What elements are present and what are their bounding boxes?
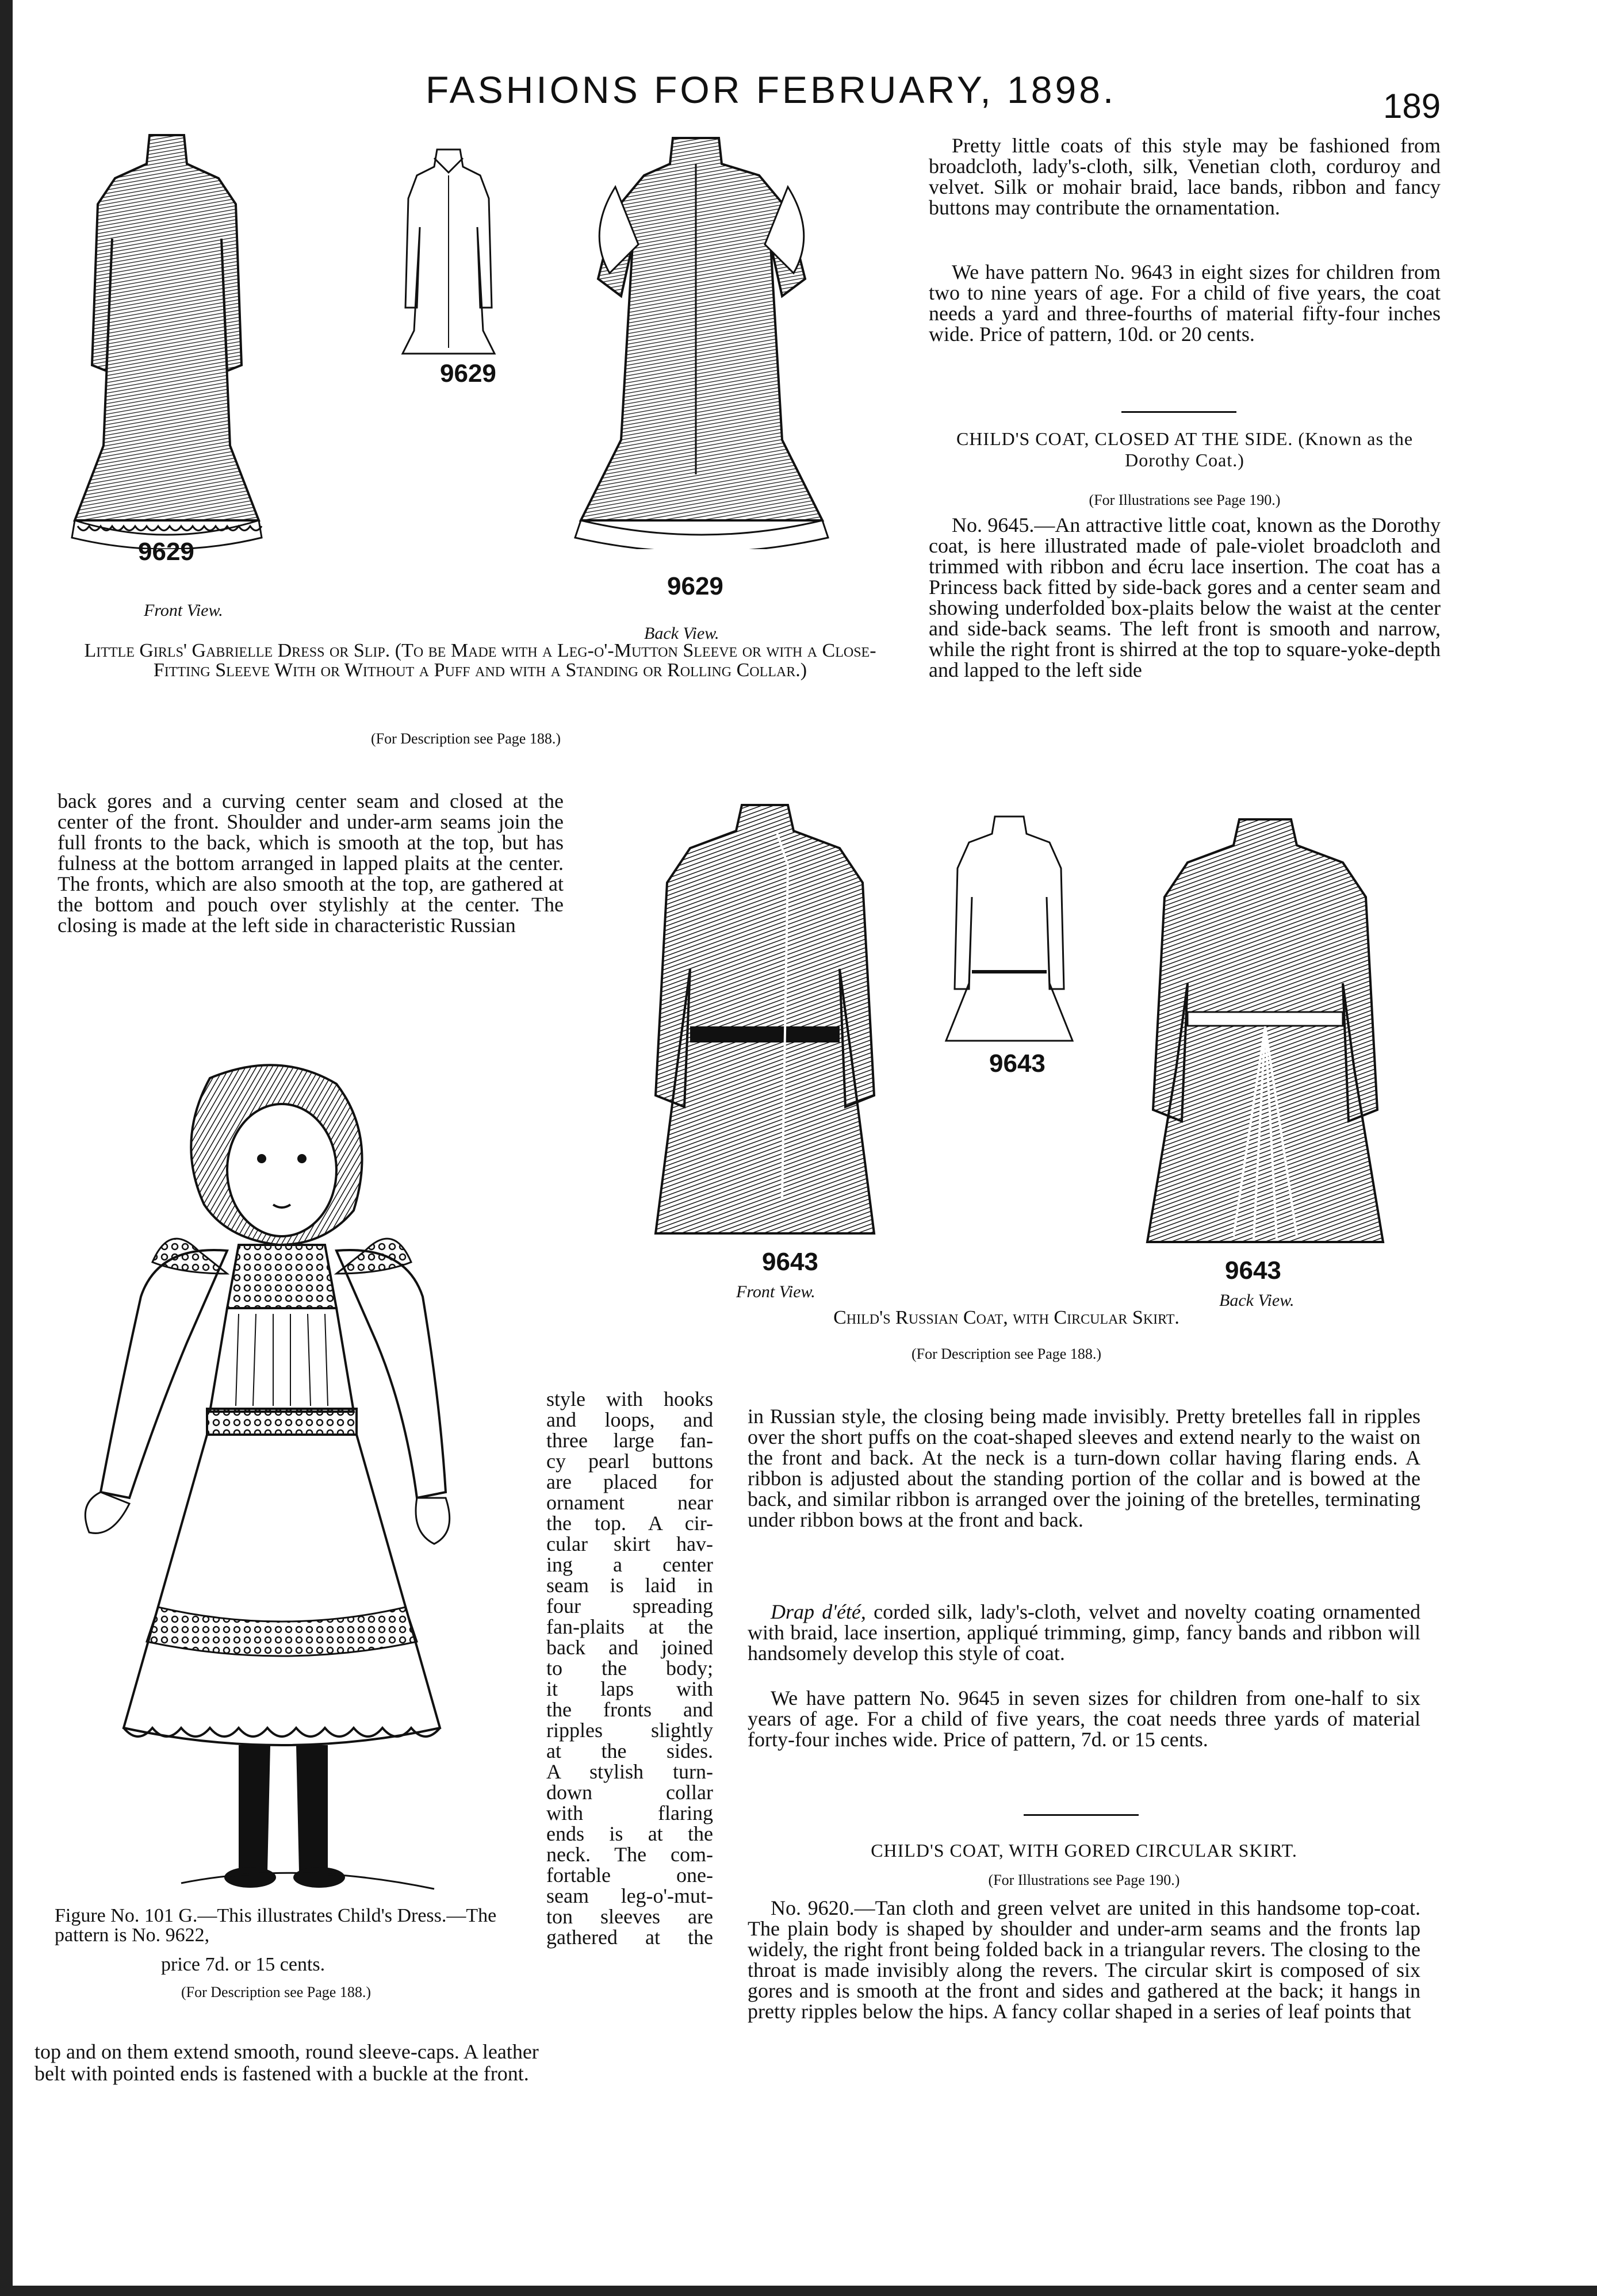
narrow-column-line: to the body; bbox=[546, 1657, 713, 1680]
scan-bottom-edge bbox=[0, 2286, 1597, 2296]
narrow-column-line: and loops, and bbox=[546, 1408, 713, 1431]
gabrielle-dress-caption: Little Girls' Gabrielle Dress or Slip. (To be Made with a Leg-o'-Mutton Sleeve or with a Close-Fitting Sleeve With or Without a Puff and with a Standing or Rolling Collar.) bbox=[84, 640, 876, 681]
materials-paragraph bbox=[748, 1601, 1420, 1663]
coat-number-front: 9643 bbox=[762, 1248, 818, 1276]
page-title: FASHIONS FOR FEBRUARY, 1898. bbox=[426, 68, 1117, 111]
girl-dress-illustration bbox=[66, 1055, 492, 1895]
narrow-column-line: style with hooks bbox=[546, 1387, 713, 1410]
narrow-column-line: cular skirt hav- bbox=[546, 1532, 713, 1555]
materials-text: corded silk, lady's-cloth, velvet and novelty coating ornamented with braid, lace insertion, appliqué trimming, gimp, fancy bands and ribbon will handsomely develop this style of coat. bbox=[748, 1600, 1420, 1665]
gabrielle-desc-ref: (For Description see Page 188.) bbox=[371, 730, 561, 747]
narrow-column-line: cy pearl buttons bbox=[546, 1450, 713, 1473]
narrow-column-line: fortable one- bbox=[546, 1864, 713, 1887]
narrow-column bbox=[546, 1389, 713, 1948]
pattern-9643-paragraph: We have pattern No. 9643 in eight sizes for children from two to nine years of age. For a child of five years, the coat needs a yard and three-fourths of material fifty-four inches wide. Price of pattern, 10d. or 20 cents. bbox=[929, 260, 1441, 346]
pattern-number-back: 9629 bbox=[667, 572, 723, 600]
narrow-column-line: with flaring bbox=[546, 1801, 713, 1824]
dress-back-illustration bbox=[552, 129, 851, 549]
front-view-label: Front View. bbox=[144, 601, 223, 620]
coat-back-view-label: Back View. bbox=[1219, 1291, 1295, 1310]
page-number: 189 bbox=[1383, 87, 1441, 125]
narrow-column-line: seam leg-o'-mut- bbox=[546, 1884, 713, 1907]
narrow-column-line: the top. A cir- bbox=[546, 1512, 713, 1535]
gored-illus-ref: (For Illustrations see Page 190.) bbox=[988, 1872, 1180, 1888]
pattern-number-small: 9629 bbox=[440, 359, 496, 388]
narrow-column-line: fan-plaits at the bbox=[546, 1615, 713, 1638]
narrow-column-line: at the sides. bbox=[546, 1739, 713, 1762]
coat-small-illustration bbox=[940, 811, 1078, 1052]
russian-coat-paragraph-right: in Russian style, the closing being made invisibly. Pretty bretelles fall in ripples over the short puffs on the coat-shaped sleeves and extend nearly to the waist on the front and back. At the neck is a turn-down collar having flaring ends. A ribbon is adjusted about the standing portion of the collar and is bowed at the back, and similar ribbon is arranged over the joining of the bretelles, terminating under ribbon bows at the front and back. bbox=[748, 1405, 1420, 1531]
scan-left-edge bbox=[0, 0, 13, 2296]
coat-front-illustration bbox=[633, 796, 897, 1245]
narrow-column-line: seam is laid in bbox=[546, 1574, 713, 1597]
back-view-label: Back View. bbox=[644, 624, 719, 643]
figure-101g-price: price 7d. or 15 cents. bbox=[161, 1954, 325, 1975]
narrow-column-line: the fronts and bbox=[546, 1698, 713, 1721]
coat-number-small: 9643 bbox=[989, 1049, 1045, 1078]
drap-dete-text: Drap d'été, bbox=[771, 1600, 866, 1623]
section-divider bbox=[1121, 411, 1236, 413]
gored-coat-heading: CHILD'S COAT, WITH GORED CIRCULAR SKIRT. bbox=[871, 1840, 1297, 1861]
narrow-column-line: ripples slightly bbox=[546, 1719, 713, 1742]
narrow-column-line: four spreading bbox=[546, 1594, 713, 1617]
russian-coat-caption: Child's Russian Coat, with Circular Skirt. bbox=[833, 1307, 1179, 1328]
narrow-column-line: A stylish turn- bbox=[546, 1760, 713, 1783]
russian-coat-paragraph-left: back gores and a curving center seam and closed at the center of the front. Shoulder and under-arm seams join the full fronts to the back, which is smooth at the top, but has fulness at the bottom arranged in lapped plaits at the center. The fronts, which are also smooth at the top, are gathered at the bottom and pouch over stylishly at the center. The closing is made at the left side in characteristic Russian bbox=[58, 789, 564, 937]
coat-materials-paragraph: Pretty little coats of this style may be fashioned from broadcloth, lady's-cloth, silk, Venetian cloth, corduroy and velvet. Silk or mohair braid, lace bands, ribbon and fancy buttons may contribute the ornamentation. bbox=[929, 134, 1441, 219]
narrow-column-line: back and joined bbox=[546, 1636, 713, 1659]
figure-101g-desc-ref: (For Description see Page 188.) bbox=[181, 1984, 371, 2000]
narrow-column-line: three large fan- bbox=[546, 1429, 713, 1452]
full-width-line-1: top and on them extend smooth, round sleeve-caps. A leather bbox=[35, 2040, 539, 2063]
figure-101g-caption: Figure No. 101 G.—This illustrates Child's Dress.—The pattern is No. 9622, bbox=[55, 1905, 497, 1946]
russian-coat-desc-ref: (For Description see Page 188.) bbox=[912, 1346, 1101, 1362]
narrow-column-line: ton sleeves are bbox=[546, 1905, 713, 1928]
dorothy-illus-ref: (For Illustrations see Page 190.) bbox=[1089, 492, 1281, 508]
dress-front-illustration bbox=[63, 124, 270, 549]
narrow-column-line: ends is at the bbox=[546, 1822, 713, 1845]
coat-back-illustration bbox=[1130, 811, 1400, 1254]
coat-number-back: 9643 bbox=[1225, 1256, 1281, 1285]
full-width-line-2: belt with pointed ends is fastened with a buckle at the front. bbox=[35, 2062, 529, 2085]
narrow-column-line: gathered at the bbox=[546, 1926, 713, 1949]
dorothy-coat-paragraph: No. 9645.—An attractive little coat, known as the Dorothy coat, is here illustrated made of pale-violet broadcloth and trimmed with ribbon and écru lace insertion. The coat has a Princess back fitted by side-back gores and a center seam and showing underfolded box-plaits below the waist at the center and side-back seams. The left front is smooth and narrow, while the right front is shirred at the top to square-yoke-depth and lapped to the left side bbox=[929, 513, 1441, 681]
coat-front-view-label: Front View. bbox=[736, 1282, 815, 1301]
pattern-number-front: 9629 bbox=[138, 538, 194, 566]
dorothy-coat-heading: CHILD'S COAT, CLOSED AT THE SIDE. (Known as the Dorothy Coat.) bbox=[956, 428, 1414, 470]
narrow-column-line: are placed for bbox=[546, 1470, 713, 1493]
narrow-column-line: neck. The com- bbox=[546, 1843, 713, 1866]
narrow-column-line: it laps with bbox=[546, 1677, 713, 1700]
dress-small-illustration bbox=[394, 141, 503, 359]
pattern-9645-paragraph: We have pattern No. 9645 in seven sizes for children from one-half to six years of age. For a child of five years, the coat needs three yards of material forty-four inches wide. Price of pattern, 7d. or 15 cents. bbox=[748, 1686, 1420, 1751]
narrow-column-line: down collar bbox=[546, 1781, 713, 1804]
narrow-column-line: ornament near bbox=[546, 1491, 713, 1514]
narrow-column-line: ing a center bbox=[546, 1553, 713, 1576]
section-divider-2 bbox=[1024, 1814, 1139, 1816]
pattern-9620-paragraph: No. 9620.—Tan cloth and green velvet are united in this handsome top-coat. The plain body is shaped by shoulder and under-arm seams and the fronts lap widely, the right front being folded back in a triangular revers. The closing to the throat is made invisibly along the revers. The circular skirt is composed of six gores and is smooth at the front and sides and gathered at the back; it hangs in pretty ripples below the hips. A fancy collar shaped in a series of leaf points that bbox=[748, 1896, 1420, 2023]
